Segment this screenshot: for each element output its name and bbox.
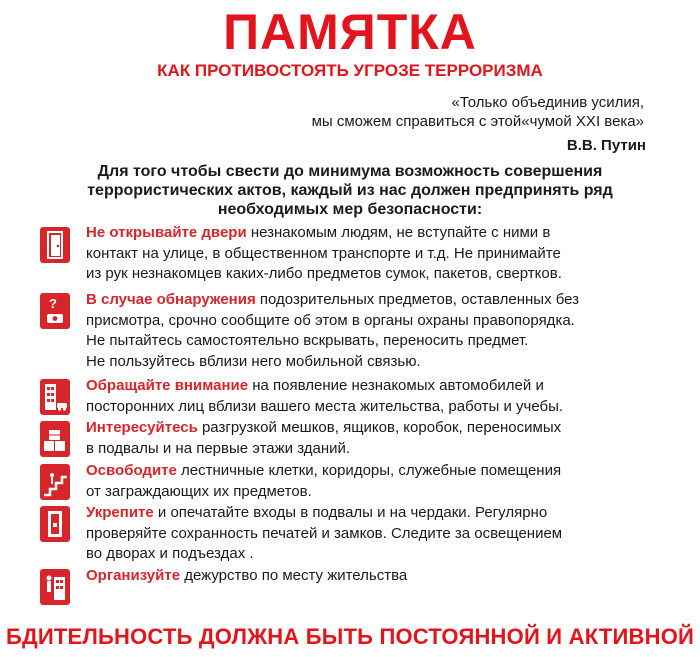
intro-line: необходимых мер безопасности: <box>217 201 483 218</box>
quote-author: В.В. Путин <box>566 137 646 154</box>
list-item-line: Не пользуйтесь вблизи него мобильной связью. <box>86 352 421 370</box>
list-item-line: незнакомым людям, не вступайте с ними в <box>246 224 551 241</box>
list-item-line: присмотра, срочно сообщите об этом в органы охраны правопорядка. <box>86 311 575 329</box>
quote-line: мы сможем справиться с этой«чумой XXI века» <box>311 113 644 130</box>
building-car-icon <box>40 379 70 415</box>
list-item-keyword: Укрепите <box>86 504 154 521</box>
list-item-line: разгрузкой мешков, ящиков, коробок, переносимых <box>197 419 562 436</box>
page-subtitle: КАК ПРОТИВОСТОЯТЬ УГРОЗЕ ТЕРРОРИЗМА <box>157 61 543 80</box>
intro-line: террористических актов, каждый из нас должен предпринять ряд <box>87 182 613 199</box>
list-item-text <box>86 566 646 587</box>
list-item-line: посторонних лиц вблизи вашего места жительства, работы и учебы. <box>86 397 564 415</box>
list-item-line: подозрительных предметов, оставленных без <box>255 291 580 308</box>
list-item-line: от заграждающих их предметов. <box>86 482 312 500</box>
list-item-keyword: Не открывайте двери <box>86 224 247 241</box>
door-icon <box>40 227 70 263</box>
page-title: ПАМЯТКА <box>223 4 477 60</box>
list-item-text <box>86 376 646 417</box>
list-item-line: на появление незнакомых автомобилей и <box>248 377 544 394</box>
list-item-text <box>86 223 646 285</box>
stairs-icon <box>40 464 70 500</box>
intro-line: Для того чтобы свести до минимума возможность совершения <box>97 163 603 180</box>
list-item-keyword: В случае обнаружения <box>86 291 256 308</box>
list-item-line: и опечатайте входы в подвалы и на чердаки. Регулярно <box>153 504 548 521</box>
phone-alert-icon <box>40 293 70 329</box>
quote-line: «Только объединив усилия, <box>451 94 644 111</box>
boxes-icon <box>40 421 70 457</box>
list-item-text <box>86 418 646 459</box>
list-item-keyword: Обращайте внимание <box>86 377 249 394</box>
list-item-line: Не пытайтесь самостоятельно вскрывать, переносить предмет. <box>86 332 529 349</box>
list-item-text <box>86 503 646 565</box>
list-item-keyword: Интересуйтесь <box>86 419 198 436</box>
footer-slogan: БДИТЕЛЬНОСТЬ ДОЛЖНА БЫТЬ ПОСТОЯННОЙ И АКТИВНОЙ <box>5 624 695 649</box>
list-item-text <box>86 290 646 372</box>
list-item-line: проверяйте сохранность печатей и замков. Следите за освещением <box>86 524 563 542</box>
list-item-line: в подвалы и на первые этажи зданий. <box>86 439 351 457</box>
list-item-text <box>86 461 646 502</box>
list-item-line: лестничные клетки, коридоры, служебные помещения <box>176 462 562 479</box>
list-item-keyword: Организуйте <box>86 567 181 584</box>
list-item-line: дежурство по месту жительства <box>180 567 408 584</box>
list-item-line: во дворах и подъездах . <box>86 545 254 562</box>
list-item-line: из рук незнакомцев каких-либо предметов сумок, пакетов, свертков. <box>86 265 562 282</box>
locked-door-icon <box>40 506 70 542</box>
guard-building-icon <box>40 569 70 605</box>
list-item-keyword: Освободите <box>86 462 177 479</box>
svg-text:?: ? <box>49 296 57 311</box>
list-item-line: контакт на улице, в общественном транспорте и т.д. Не принимайте <box>86 244 561 262</box>
